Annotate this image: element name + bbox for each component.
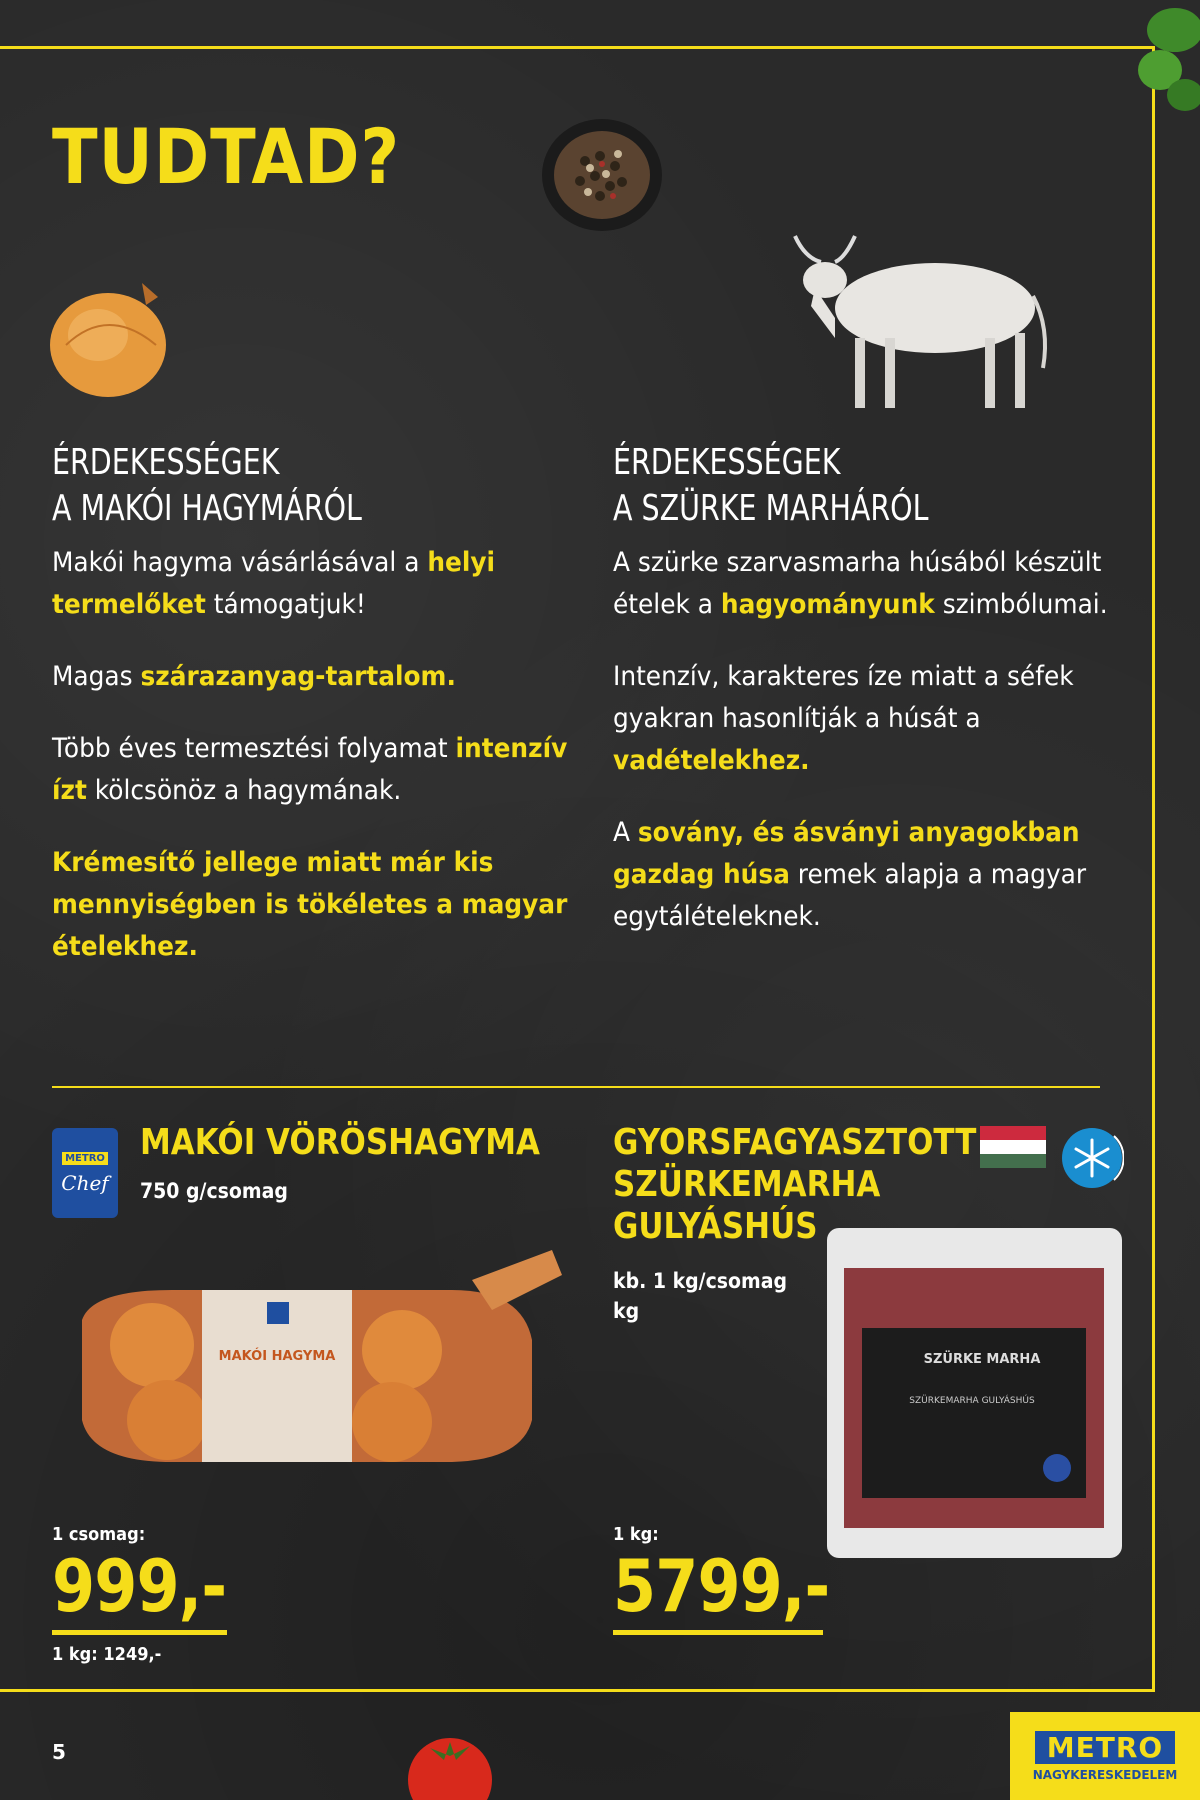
onion-facts-title	[52, 440, 580, 532]
onion-fact-1: Makói hagyma vásárlásával a helyi termelőket támogatjuk!	[52, 547, 496, 620]
onion-product-name: MAKÓI VÖRÖSHAGYMA	[140, 1122, 540, 1163]
beef-product-name: GYORSFAGYASZTOTT SZÜRKEMARHA GULYÁSHÚS	[613, 1122, 977, 1247]
beef-pack-label: SZÜRKE MARHA	[923, 1352, 1041, 1367]
cattle-facts-title-line2: A SZÜRKE MARHÁRÓL	[613, 488, 929, 529]
parsley-image	[1125, 0, 1200, 120]
onion-facts-title-line1: ÉRDEKESSÉGEK	[52, 442, 280, 483]
grey-cattle-image	[775, 218, 1065, 418]
onion-image	[46, 275, 174, 399]
cattle-facts-title	[613, 440, 1141, 532]
beef-price: 5799,-	[613, 1544, 830, 1628]
metro-logo: METRO NAGYKERESKEDELEM	[1010, 1712, 1200, 1800]
beef-price-label: 1 kg:	[613, 1524, 659, 1545]
hungarian-flag-icon	[980, 1126, 1046, 1168]
onion-price: 999,-	[52, 1544, 227, 1628]
page-title: TUDTAD?	[52, 112, 401, 201]
beef-package-image	[822, 1228, 1127, 1558]
onion-unit-price: 1 kg: 1249,-	[52, 1644, 162, 1665]
onion-fact-3: Több éves termesztési folyamat intenzív ízt kölcsönöz a hagymának.	[52, 733, 568, 806]
tomato-image	[390, 1720, 510, 1800]
cattle-fact-1: A szürke szarvasmarha húsából készült ételek a hagyományunk szimbólumai.	[613, 547, 1108, 620]
cattle-fact-2: Intenzív, karakteres íze miatt a séfek gyakran hasonlítják a húsát a vadételekhez.	[613, 661, 1074, 776]
peppercorn-bowl-image	[540, 116, 664, 234]
page-number: 5	[52, 1740, 66, 1764]
section-divider	[52, 1086, 1100, 1088]
metro-chef-logo: METRO Chef	[52, 1128, 118, 1218]
beef-product-size: kb. 1 kg/csomag kg	[613, 1269, 788, 1323]
onion-facts-title-line2: A MAKÓI HAGYMÁRÓL	[52, 488, 362, 529]
onion-price-label: 1 csomag:	[52, 1524, 146, 1545]
frozen-snowflake-icon	[1060, 1126, 1124, 1190]
cattle-facts-section	[613, 440, 1153, 968]
beef-price-underline	[613, 1630, 823, 1635]
onion-bag-image	[52, 1240, 572, 1490]
beef-pack-sublabel: SZÜRKEMARHA GULYÁSHÚS	[909, 1396, 1035, 1406]
onion-price-underline	[52, 1630, 227, 1635]
onion-pack-label: MAKÓI HAGYMA	[218, 1349, 336, 1364]
cattle-fact-3: A sovány, és ásványi anyagokban gazdag húsa remek alapja a magyar egytálételeknek.	[613, 817, 1087, 932]
cattle-facts-title-line1: ÉRDEKESSÉGEK	[613, 442, 841, 483]
onion-fact-4: Krémesítő jellege miatt már kis mennyiségben is tökéletes a magyar ételekhez.	[52, 847, 568, 962]
onion-facts-section	[52, 440, 572, 998]
onion-product-size: 750 g/csomag	[140, 1179, 288, 1203]
onion-fact-2: Magas szárazanyag-tartalom.	[52, 661, 456, 692]
